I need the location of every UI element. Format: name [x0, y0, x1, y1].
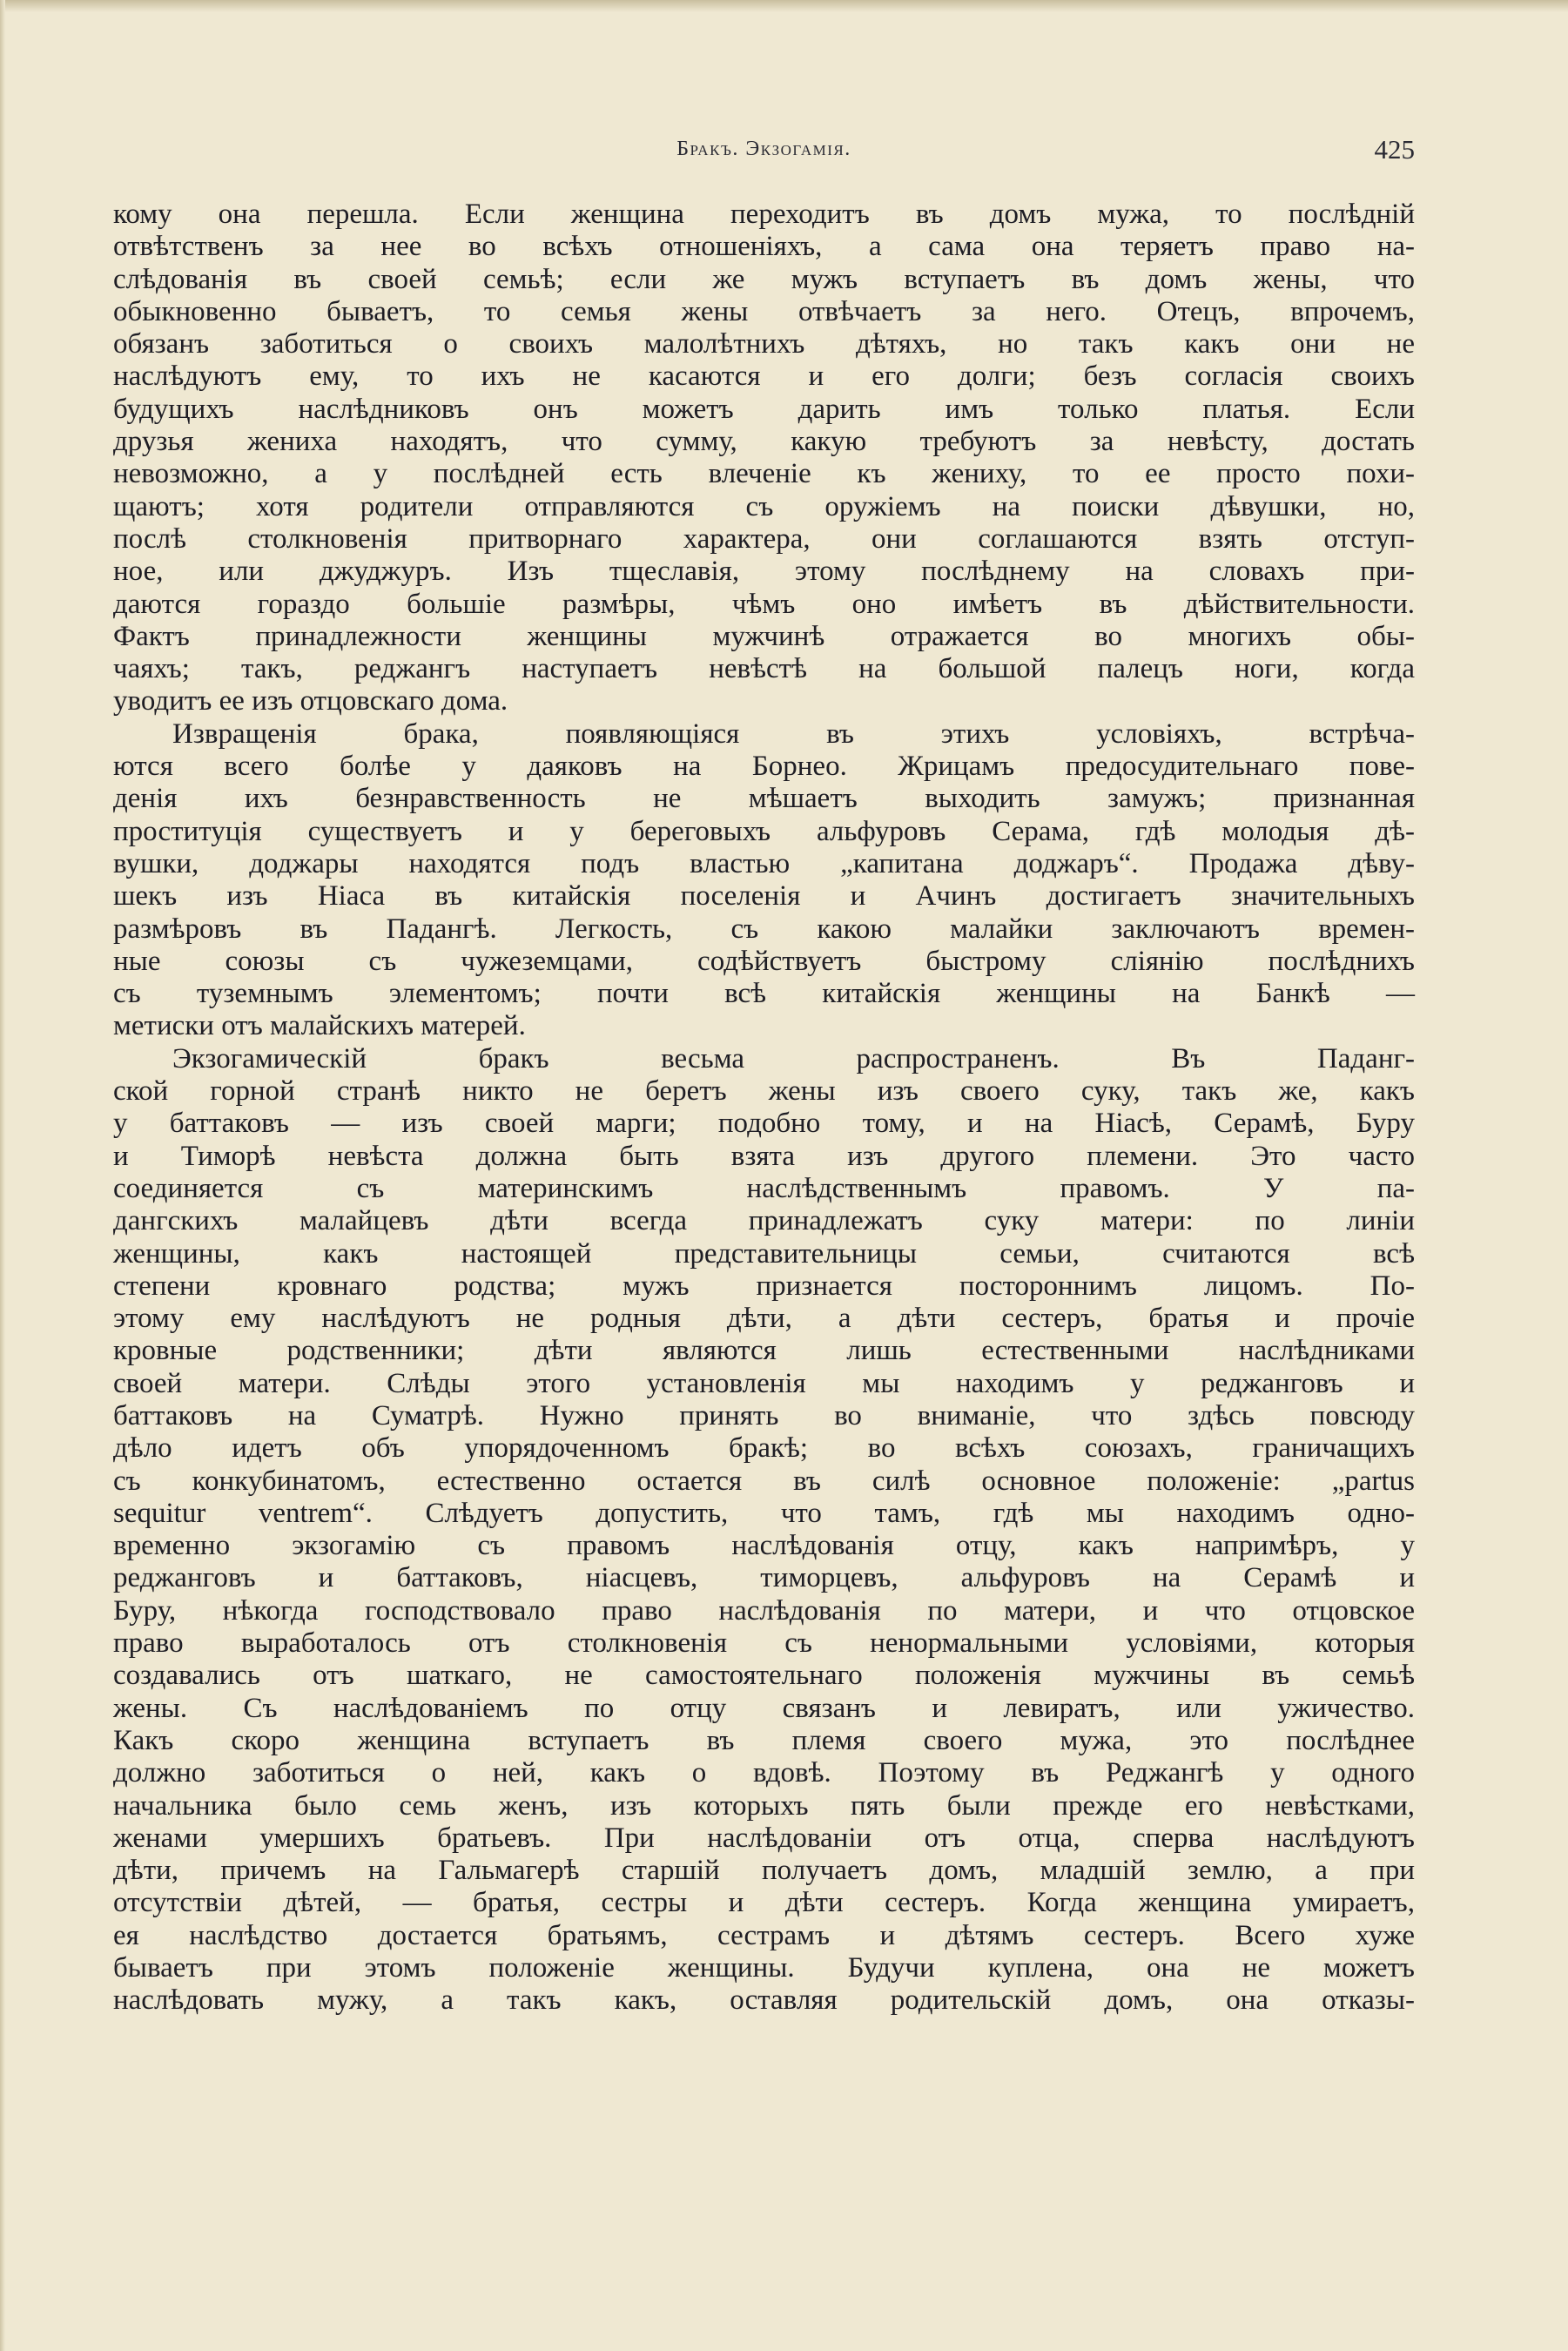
text-line: право выработалось отъ столкновенія съ ненормальными условіями, которыя: [113, 1627, 1415, 1660]
text-line: съ конкубинатомъ, естественно остается въ силѣ основное положеніе: „partus: [113, 1465, 1415, 1497]
text-line: начальника было семь женъ, изъ которыхъ пять были прежде его невѣстками,: [113, 1789, 1415, 1822]
text-line: кровные родственники; дѣти являются лишь естественными наслѣдниками: [113, 1335, 1415, 1367]
text-line: кому она перешла. Если женщина переходитъ въ домъ мужа, то послѣдній: [113, 199, 1415, 230]
text-line: ное, или джуджуръ. Изъ тщеславія, этому послѣднему на словахъ при-: [113, 556, 1415, 588]
text-line: обыкновенно бываетъ, то семья жены отвѣчаетъ за него. Отецъ, впрочемъ,: [113, 295, 1415, 327]
page-left-edge: [0, 0, 5, 2351]
text-line: ные союзы съ чужеземцами, содѣйствуетъ быстрому сліянію послѣднихъ: [113, 945, 1415, 977]
text-line: шекъ изъ Ніаса въ китайскія поселенія и Ачинъ достигаетъ значительныхъ: [113, 880, 1415, 913]
text-line: наслѣдовать мужу, а такъ какъ, оставляя родительскій домъ, она отказы-: [113, 1984, 1415, 2017]
text-line: жены. Съ наслѣдованіемъ по отцу связанъ и левиратъ, или ужичество.: [113, 1692, 1415, 1724]
text-line: дѣти, причемъ на Гальмагерѣ старшій получаетъ домъ, младшій землю, а при: [113, 1855, 1415, 1887]
text-line: вушки, доджары находятся подъ властью „капитана доджаръ“. Продажа дѣву-: [113, 847, 1415, 879]
paragraph-start-line: Экзогамическій бракъ весьма распространенъ. Въ Паданг-: [172, 1042, 1415, 1074]
text-line: будущихъ наслѣдниковъ онъ можетъ дарить имъ только платья. Если: [113, 393, 1415, 425]
running-head: Бракъ. Экзогамія.: [676, 138, 851, 160]
text-line: [113, 2018, 1415, 2050]
text-line: создавались отъ шаткаго, не самостоятельнаго положенія мужчины въ семьѣ: [113, 1660, 1415, 1692]
text-line: послѣ столкновенія притворнаго характера, они соглашаются взять отступ-: [113, 522, 1415, 555]
text-line: у баттаковъ — изъ своей марги; подобно тому, и на Ніасѣ, Серамѣ, Буру: [113, 1108, 1415, 1140]
text-line: наслѣдуютъ ему, то ихъ не касаются и его долги; безъ согласія своихъ: [113, 360, 1415, 393]
text-line: ея наслѣдство достается братьямъ, сестрамъ и дѣтямъ сестеръ. Всего хуже: [113, 1919, 1415, 1951]
text-line: степени кровнаго родства; мужъ признается постороннимъ лицомъ. По-: [113, 1270, 1415, 1302]
text-line: баттаковъ на Суматрѣ. Нужно принять во вниманіе, что здѣсь повсюду: [113, 1399, 1415, 1431]
text-line: дангскихъ малайцевъ дѣти всегда принадлежатъ суку матери: по линіи: [113, 1205, 1415, 1237]
text-line: соединяется съ материнскимъ наслѣдственнымъ правомъ. У па-: [113, 1172, 1415, 1204]
text-line: обязанъ заботиться о своихъ малолѣтнихъ дѣтяхъ, но такъ какъ они не: [113, 328, 1415, 360]
text-line: друзья жениха находятъ, что сумму, какую требуютъ за невѣсту, достать: [113, 426, 1415, 458]
text-line: ются всего болѣе у даяковъ на Борнео. Жрицамъ предосудительнаго пове-: [113, 751, 1415, 783]
page-header: [113, 129, 1415, 172]
text-line: этому ему наслѣдуютъ не родныя дѣти, а дѣти сестеръ, братья и прочіе: [113, 1303, 1415, 1335]
text-line: бываетъ при этомъ положеніе женщины. Будучи куплена, она не можетъ: [113, 1952, 1415, 1984]
text-line: щаютъ; хотя родители отправляются съ оружіемъ на поиски дѣвушки, но,: [113, 490, 1415, 522]
paragraph-end-line: метиски отъ малайскихъ матерей.: [113, 1010, 526, 1042]
text-line: Фактъ принадлежности женщины мужчинѣ отражается во многихъ обы-: [113, 620, 1415, 652]
text-line: должно заботиться о ней, какъ о вдовѣ. Поэтому въ Реджангѣ у одного: [113, 1757, 1415, 1789]
page-top-edge: [0, 0, 1568, 12]
text-line: и Тиморѣ невѣста должна быть взята изъ другого племени. Это часто: [113, 1140, 1415, 1172]
text-line: своей матери. Слѣды этого установленія мы находимъ у реджанговъ и: [113, 1367, 1415, 1399]
text-line: денія ихъ безнравственность не мѣшаетъ выходить замужъ; признанная: [113, 783, 1415, 815]
text-line: sequitur ventrem“. Слѣдуетъ допустить, что тамъ, гдѣ мы находимъ одно-: [113, 1497, 1415, 1529]
text-line: Буру, нѣкогда господствовало право наслѣдованія по матери, и что отцовское: [113, 1594, 1415, 1627]
text-line: съ туземнымъ элементомъ; почти всѣ китайскія женщины на Банкѣ —: [113, 978, 1415, 1010]
page-number: 425: [1374, 134, 1415, 165]
text-line: ской горной странѣ никто не беретъ жены изъ своего суку, такъ же, какъ: [113, 1075, 1415, 1108]
text-line: реджанговъ и баттаковъ, ніасцевъ, тиморцевъ, альфуровъ на Серамѣ и: [113, 1562, 1415, 1594]
text-line: размѣровъ въ Падангѣ. Легкость, съ какою малайки заключаютъ времен-: [113, 913, 1415, 945]
text-line: проституція существуетъ и у береговыхъ альфуровъ Серама, гдѣ молодыя дѣ-: [113, 815, 1415, 847]
text-line: дѣло идетъ объ упорядоченномъ бракѣ; во всѣхъ союзахъ, граничащихъ: [113, 1432, 1415, 1465]
paragraph-start-line: Извращенія брака, появляющіяся въ этихъ условіяхъ, встрѣча-: [172, 717, 1415, 750]
text-line: отсутствіи дѣтей, — братья, сестры и дѣти сестеръ. Когда женщина умираетъ,: [113, 1887, 1415, 1919]
text-line: слѣдованія въ своей семьѣ; если же мужъ вступаетъ въ домъ жены, что: [113, 263, 1415, 295]
text-line: женами умершихъ братьевъ. При наслѣдованіи отъ отца, сперва наслѣдуютъ: [113, 1822, 1415, 1854]
paragraph-end-line: уводитъ ее изъ отцовскаго дома.: [113, 685, 508, 717]
text-line: даются гораздо большіе размѣры, чѣмъ оно имѣетъ въ дѣйствительности.: [113, 588, 1415, 620]
text-line: отвѣтственъ за нее во всѣхъ отношеніяхъ, а сама она теряетъ право на-: [113, 231, 1415, 263]
text-line: чаяхъ; такъ, реджангъ наступаетъ невѣстѣ на большой палецъ ноги, когда: [113, 653, 1415, 685]
body-text: [113, 199, 1415, 2050]
text-line: невозможно, а у послѣдней есть влеченіе къ жениху, то ее просто похи-: [113, 458, 1415, 490]
text-line: временно экзогамію съ правомъ наслѣдованія отцу, какъ напримѣръ, у: [113, 1530, 1415, 1562]
text-line: Какъ скоро женщина вступаетъ въ племя своего мужа, это послѣднее: [113, 1724, 1415, 1756]
text-line: женщины, какъ настоящей представительницы семьи, считаются всѣ: [113, 1237, 1415, 1270]
